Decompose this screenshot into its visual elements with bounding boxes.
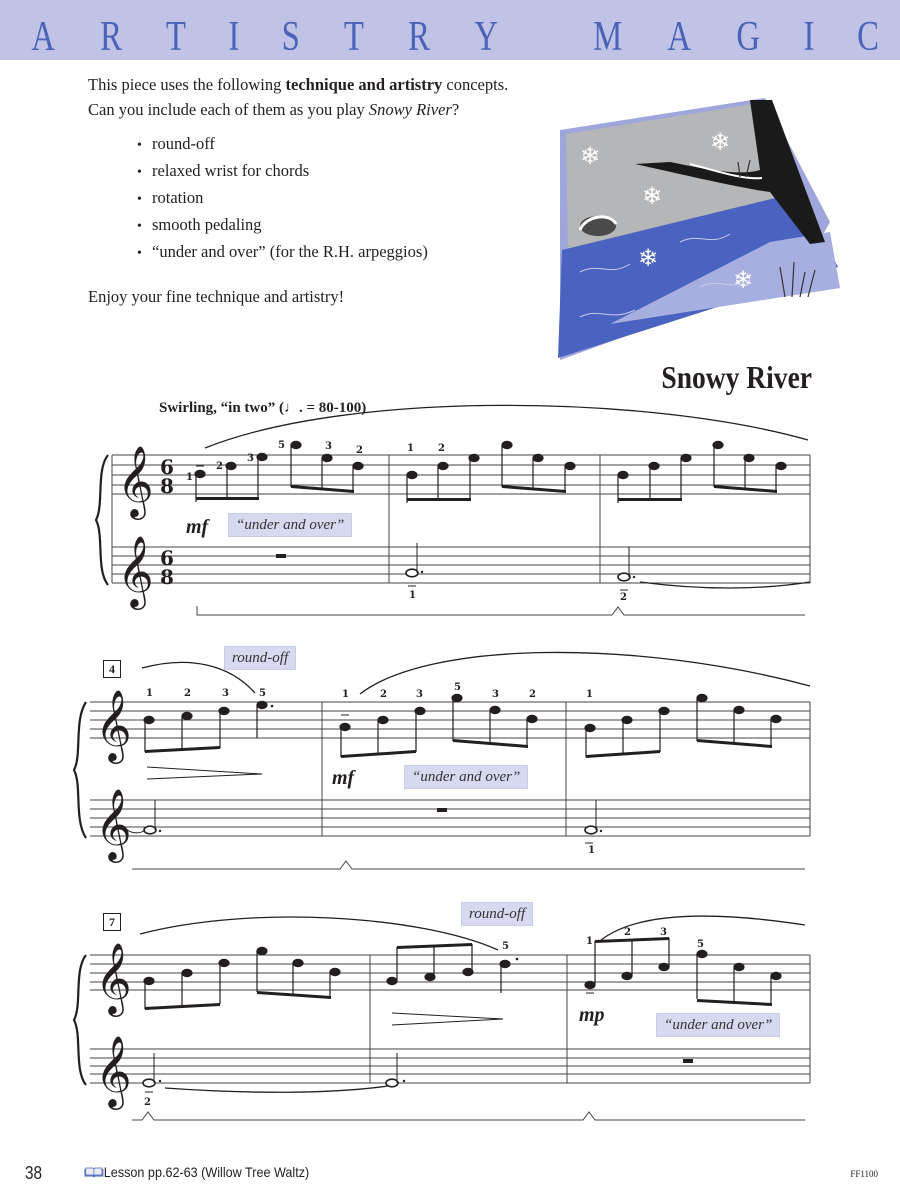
treble-clef-icon: 𝄞 [117,444,154,517]
svg-text:5: 5 [697,939,704,950]
svg-text:3: 3 [660,927,667,938]
svg-text:3: 3 [222,688,229,699]
svg-text:2: 2 [380,689,387,700]
concept-item: • round-off [137,131,558,158]
svg-text:2: 2 [620,592,627,603]
page-number: 38 [25,1163,43,1183]
measure-number: 4 [103,660,121,678]
svg-text:2: 2 [216,461,223,472]
treble-clef-icon: 𝄞 [95,941,132,1014]
svg-text:1: 1 [586,936,593,947]
decrescendo-icons [147,767,503,1025]
banner-letter: A [667,14,692,60]
piece-name: Snowy River [368,100,452,119]
lesson-reference [84,1163,309,1181]
treble-clef-icon: 𝄞 [95,787,132,860]
pedal-marks [132,606,805,1120]
banner-letter: T [343,14,364,60]
svg-text:❄: ❄ [710,128,731,156]
piece-title: Snowy River [661,359,812,395]
banner-letter: R [99,14,122,60]
concept-item: • smooth pedaling [137,212,558,239]
svg-text:❄: ❄ [638,244,659,272]
measure-number: 7 [103,913,121,931]
annotation-under-and-over: “under and over” [404,765,528,789]
treble-clef-icon: 𝄞 [117,534,154,607]
banner-letter: G [736,14,760,60]
svg-text:1: 1 [588,845,595,856]
svg-text:1: 1 [186,472,193,483]
annotation-round-off: round-off [461,902,533,926]
svg-text:5: 5 [259,688,266,699]
text: This piece uses the following [88,75,286,94]
svg-text:2: 2 [438,443,445,454]
svg-text:1: 1 [409,590,416,601]
closing-line: Enjoy your fine technique and artistry! [88,287,345,306]
svg-text:2: 2 [144,1097,151,1108]
svg-text:1: 1 [586,689,593,700]
dynamic-marking: mf [186,516,209,538]
annotation-round-off: round-off [224,646,296,670]
dynamic-marking: mf [332,767,355,789]
banner-letter: R [407,14,430,60]
svg-text:6: 6 [160,455,174,479]
banner-letter: T [165,14,186,60]
svg-text:6: 6 [160,546,174,570]
banner-letter: Y [474,14,499,60]
concept-item: • rotation [137,185,558,212]
svg-text:3: 3 [492,689,499,700]
svg-text:5: 5 [278,440,285,451]
annotation-under-and-over: “under and over” [656,1013,780,1037]
banner-letter: C [856,14,879,60]
svg-text:5: 5 [454,682,461,693]
svg-text:3: 3 [416,689,423,700]
svg-text:❄: ❄ [642,182,663,210]
svg-text:8: 8 [160,565,174,589]
banner-letter: I [228,14,240,60]
text: Can you include each of them as you play [88,100,369,119]
text: ? [451,100,460,119]
dynamic-marking: mp [579,1004,605,1026]
svg-text:2: 2 [624,927,631,938]
banner-letter: M [592,14,622,60]
svg-text:2: 2 [529,689,536,700]
tenuto-marks [145,466,628,1092]
tempo-marking: Swirling, “in two” (♩. = 80-100) [159,400,367,416]
concept-item: • relaxed wrist for chords [137,158,558,185]
svg-text:8: 8 [160,474,174,498]
banner-letter: S [281,14,300,60]
svg-text:1: 1 [146,688,153,699]
slurs [140,405,810,1092]
treble-clef-icon: 𝄞 [95,1034,132,1107]
svg-text:2: 2 [184,688,191,699]
svg-text:5: 5 [502,941,509,952]
catalog-code: FF1100 [850,1169,878,1179]
svg-text:❄: ❄ [580,142,601,170]
banner-letter: A [31,14,56,60]
book-icon [84,1166,104,1178]
annotation-under-and-over: “under and over” [228,513,352,537]
lesson-reference-text: Lesson pp.62-63 (Willow Tree Waltz) [103,1164,310,1180]
svg-text:❄: ❄ [733,266,754,294]
svg-text:1: 1 [407,443,414,454]
svg-text:2: 2 [356,445,363,456]
svg-text:1: 1 [342,689,349,700]
svg-text:3: 3 [325,441,332,452]
banner-letter: I [803,14,814,60]
emphasis: technique and artistry [285,75,443,94]
text: concepts. [442,75,509,94]
treble-clef-icon: 𝄞 [95,688,132,761]
concept-item: • “under and over” (for the R.H. arpeggios) [137,239,558,266]
svg-text:3: 3 [247,453,254,464]
